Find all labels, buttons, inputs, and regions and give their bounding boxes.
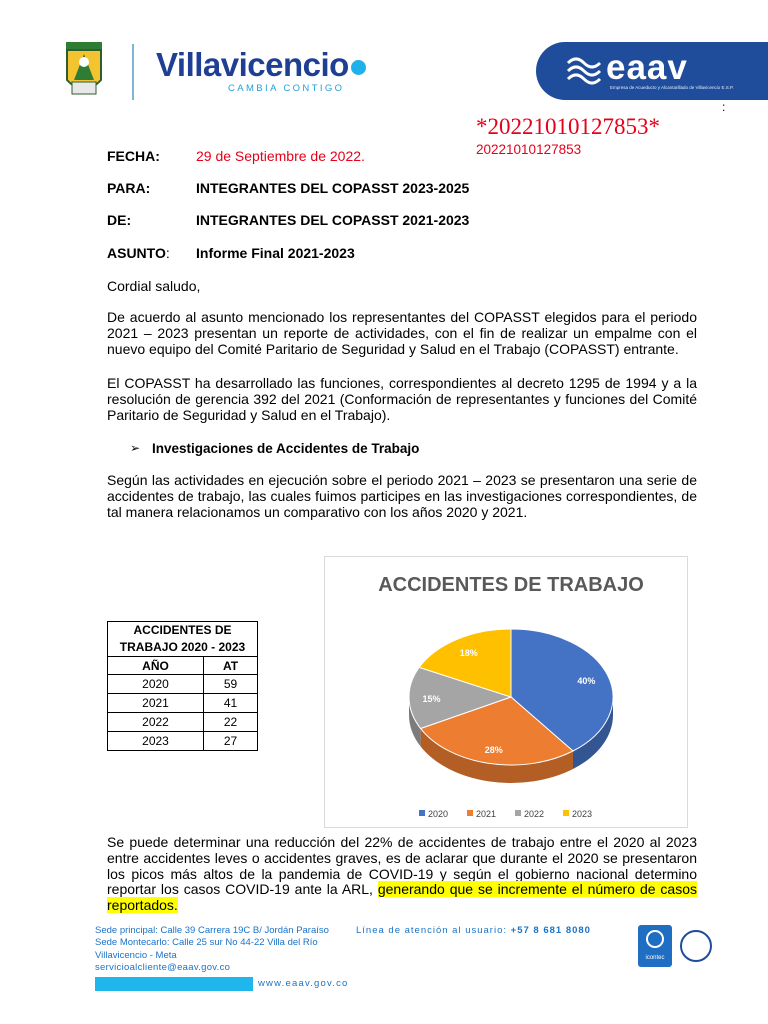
footer-website-link[interactable]: www.eaav.gov.co [258,978,349,989]
icontec-certification-icon [638,925,672,967]
subject-label-colon: : [165,245,170,261]
legend-swatch-2021 [467,810,473,816]
paragraph-conclusion [107,835,697,914]
footer-hotline [356,925,591,936]
legend-label-2023: 2023 [572,809,593,819]
table-row [108,713,258,732]
table-header-at: AT [204,657,258,675]
footer-address-main: Sede principal: Calle 39 Carrera 19C B/ Jordán Paraíso [95,925,329,936]
paragraph-accidents: Según las actividades en ejecución sobre el periodo 2021 – 2023 se presentaron una serie de accidentes de trabajo, las cuales fuimos participes en las investigaciones correspondientes, de tal manera relacionamos un comparativo con los años 2020 y 2021. [107,472,697,520]
paragraph-functions: El COPASST ha desarrollado las funciones, correspondientes al decreto 1295 de 1994 y a la resolución de gerencia 392 del 2021 (Conformación de representantes y funciones del Comité Paritario de Seguridad y Salud en el Trabajo). [107,375,697,423]
footer-accent-bar [95,977,253,991]
date-value: 29 de Septiembre de 2022. [196,148,365,164]
pie-data-label-2023: 18% [459,648,478,659]
table-cell-year: 2023 [108,732,204,751]
table-cell-at: 27 [204,732,258,751]
recipient-label: PARA: [107,180,151,196]
company-tagline: Empresa de Acueducto y Alcantarillado de Villavicencio E.S.P. [610,85,734,90]
subject-label-text: ASUNTO [107,245,166,261]
date-label: FECHA: [107,148,160,164]
table-cell-at: 59 [204,675,258,694]
greeting: Cordial saludo, [107,278,201,294]
city-logo-wordmark: Villavicencio [156,46,366,84]
logo-dot-icon [351,60,366,75]
city-slogan: CAMBIA CONTIGO [228,83,345,94]
footer-city: Villavicencio - Meta [95,949,177,961]
footer-address [95,925,329,962]
table-row [108,675,258,694]
subject-label [107,245,170,261]
pie-slices [409,629,613,783]
footer-email-link[interactable]: servicioalcliente@eaav.gov.co [95,962,231,973]
legend-swatch-2023 [563,810,569,816]
table-cell-year: 2021 [108,694,204,713]
arrow-bullet-icon: ➢ [130,441,141,455]
footer-address-montecarlo: Sede Montecarlo: Calle 25 sur No 44-22 Villa del Río [95,937,318,949]
hotline-number: +57 8 681 8080 [510,925,591,936]
table-row [108,732,258,751]
sender-label: DE: [107,212,132,228]
section-heading: Investigaciones de Accidentes de Trabajo [152,441,420,456]
icontec-logo-icon [638,925,672,967]
pie-data-label-2021: 28% [484,744,503,755]
pie-data-label-2022: 15% [422,693,441,704]
accidents-table [107,621,258,751]
table-cell-at: 22 [204,713,258,732]
water-wave-icon [564,53,604,87]
table-header-year: AÑO [108,657,204,675]
highlighted-text: generando que se incremente el número de casos reportados. [107,881,697,914]
legend-label-2021: 2021 [476,809,497,819]
header-divider [132,44,134,100]
svg-text:icontec: icontec [645,955,665,961]
table-cell-at: 41 [204,694,258,713]
sender-value: INTEGRANTES DEL COPASST 2021-2023 [196,212,470,228]
legend-label-2022: 2022 [524,809,545,819]
legend-swatch-2022 [515,810,521,816]
table-cell-year: 2022 [108,713,204,732]
chart-frame [324,556,688,828]
table-title: ACCIDENTES DE TRABAJO 2020 - 2023 [108,622,258,657]
villavicencio-coat-of-arms-icon [64,40,104,98]
certification-seal-icon [680,930,712,962]
radicado-number: 20221010127853 [476,142,582,157]
header-colon-mark: : [722,100,726,114]
paragraph-intro: De acuerdo al asunto mencionado los representantes del COPASST elegidos para el periodo 2021 – 2023 presentan un reporte de actividades, con el fin de realizar un empalme con el nuevo equipo del Comité Paritario de Seguridad y Salud en el Trabajo (COPASST) entrante. [107,309,697,357]
table-cell-year: 2020 [108,675,204,694]
pie-chart [325,557,687,827]
paragraph-conclusion-text: Se puede determinar una reducción del 22% de accidentes de trabajo entre el 2020 al 2023 entre accidentes leves o accidentes graves, es de aclarar que durante el 2020 se presentaron los picos más altos de la pandemia de COVID-19 y según el gobierno nacional determino reportar los casos COVID-19 ante la ARL, [107,834,697,898]
chart-title: ACCIDENTES DE TRABAJO [378,574,644,596]
legend-swatch-2020 [419,810,425,816]
radicado-barcode-number: *20221010127853* [476,114,660,139]
pie-data-label-2020: 40% [577,675,596,686]
company-logo-wordmark: eaav [606,48,688,87]
hotline-label: Línea de atención al usuario: [356,925,511,936]
recipient-value: INTEGRANTES DEL COPASST 2023-2025 [196,180,470,196]
chart-legend [419,809,592,819]
legend-label-2020: 2020 [428,809,449,819]
table-row [108,694,258,713]
subject-value: Informe Final 2021-2023 [196,245,355,261]
